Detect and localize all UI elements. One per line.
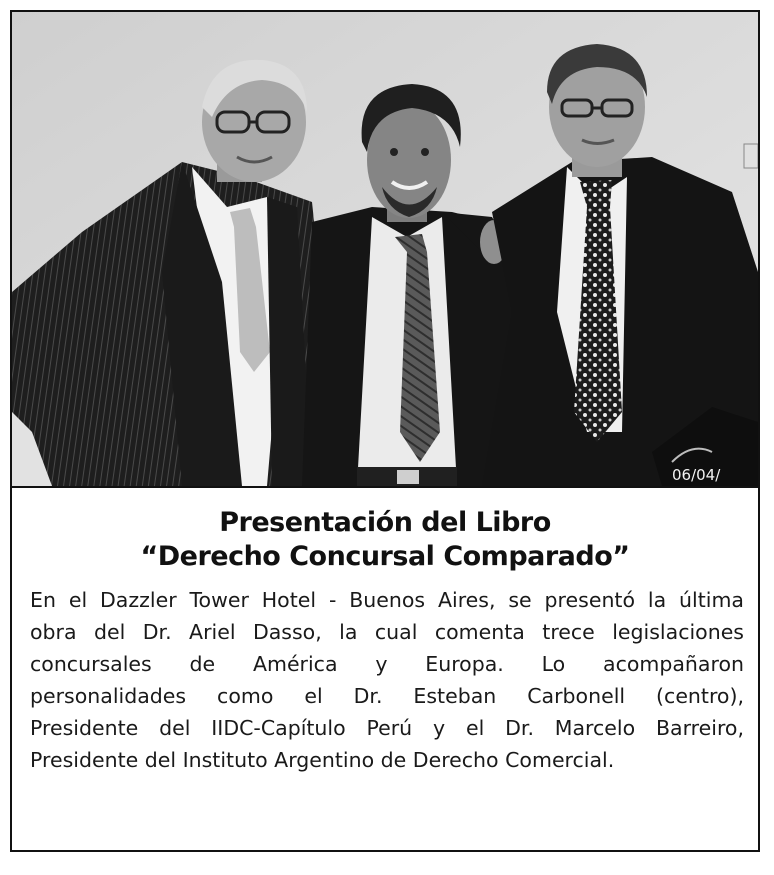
date-stamp: 06/04/ <box>672 466 721 484</box>
body-line: En el Dazzler Tower Hotel - Buenos Aires, se presentó la última <box>30 588 744 612</box>
title-line-1: Presentación del Libro <box>219 507 551 538</box>
body-line: personalidades como el Dr. Esteban Carbonell (centro), <box>30 684 744 708</box>
light-switch <box>744 144 758 168</box>
caption-title <box>12 506 758 574</box>
caption-body <box>30 584 744 776</box>
photo-illustration <box>12 12 758 486</box>
body-line: obra del Dr. Ariel Dasso, la cual comenta trece legislaciones <box>30 620 744 644</box>
caption <box>12 488 758 850</box>
article-frame <box>10 10 760 852</box>
body-line: Presidente del IIDC-Capítulo Perú y el Dr. Marcelo Barreiro, <box>30 716 744 740</box>
body-line: Presidente del Instituto Argentino de Derecho Comercial. <box>30 748 615 772</box>
body-line: concursales de América y Europa. Lo acompañaron <box>30 652 744 676</box>
group-photo <box>12 12 758 488</box>
title-line-2: “Derecho Concursal Comparado” <box>140 541 630 572</box>
